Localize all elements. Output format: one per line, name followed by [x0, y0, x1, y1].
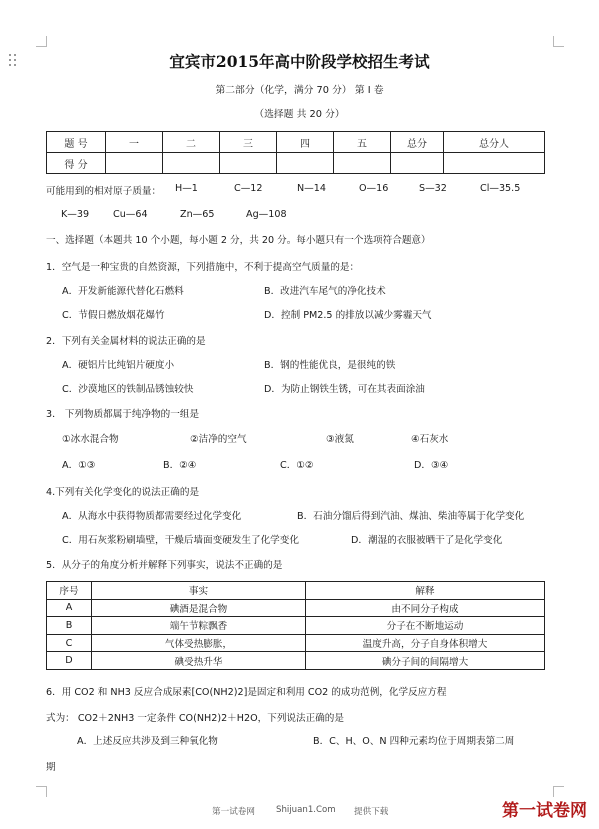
table-header-cell: 解释 — [306, 582, 545, 600]
question-4-option-c: C．用石灰浆粉刷墙壁，干燥后墙面变硬发生了化学变化 — [62, 535, 299, 546]
atomic-mass-cu: Cu—64 — [113, 209, 148, 220]
question-1-stem: 1．空气是一种宝贵的自然资源，下列措施中，不利于提高空气质量的是： — [46, 262, 360, 273]
score-cell[interactable] — [106, 153, 163, 174]
table-cell: 气体受热膨胀， — [92, 634, 306, 652]
score-header-cell: 五 — [334, 132, 391, 153]
atomic-mass-n: N—14 — [297, 183, 326, 194]
table-cell: 分子在不断地运动 — [306, 617, 545, 635]
question-4-option-a: A．从海水中获得物质都需要经过化学变化 — [62, 511, 242, 522]
section-instructions: 一、选择题（本题共 10 个小题，每小题 2 分，共 20 分。每小题只有一个选项符合题意） — [46, 235, 431, 246]
question-2-option-d: D．为防止钢铁生锈，可在其表面涂油 — [264, 384, 425, 395]
table-header-cell: 序号 — [47, 582, 92, 600]
crop-mark-top-right — [553, 36, 564, 47]
question-3-stem: 3． 下列物质都属于纯净物的一组是 — [46, 409, 200, 420]
section-heading: （选择题 共 20 分） — [254, 109, 345, 120]
score-cell[interactable] — [163, 153, 220, 174]
table-header-cell: 事实 — [92, 582, 306, 600]
question-2-option-a: A．硬铝片比纯铝片硬度小 — [62, 360, 175, 371]
table-cell: B — [47, 617, 92, 635]
question-3-item-2: ②洁净的空气 — [190, 434, 247, 445]
document-title: 宜宾市2015年高中阶段学校招生考试 — [169, 52, 430, 71]
atomic-mass-h: H—1 — [175, 183, 198, 194]
question-3-option-a: A．①③ — [62, 460, 96, 471]
question-4-option-b: B．石油分馏后得到汽油、煤油、柴油等属于化学变化 — [297, 511, 525, 522]
question-1-option-d: D．控制 PM2.5 的排放以减少雾霾天气 — [264, 310, 432, 321]
question-1-option-b: B．改进汽车尾气的净化技术 — [264, 286, 386, 297]
question-1-option-c: C．节假日燃放烟花爆竹 — [62, 310, 165, 321]
table-row — [47, 634, 545, 652]
table-cell: 端午节粽飘香 — [92, 617, 306, 635]
atomic-mass-cl: Cl—35.5 — [480, 183, 521, 194]
table-cell: 温度升高，分子自身体积增大 — [306, 634, 545, 652]
table-cell: D — [47, 652, 92, 670]
table-cell: 碘分子间的间隔增大 — [306, 652, 545, 670]
question-6-option-b: B．C、H、O、N 四种元素均位于周期表第二周 — [313, 736, 515, 747]
score-table-score-row — [47, 153, 545, 174]
atomic-mass-s: S—32 — [419, 183, 447, 194]
score-table-header-row — [47, 132, 545, 153]
question-2-option-b: B．钢的性能优良，是很纯的铁 — [264, 360, 396, 371]
atomic-mass-o: O—16 — [359, 183, 389, 194]
score-header-cell: 二 — [163, 132, 220, 153]
table-row — [47, 652, 545, 670]
score-cell[interactable] — [220, 153, 277, 174]
table-row — [47, 617, 545, 635]
atomic-mass-zn: Zn—65 — [180, 209, 215, 220]
footer-site-url[interactable]: Shijuan1.Com — [276, 805, 336, 815]
table-cell: C — [47, 634, 92, 652]
question-3-item-4: ④石灰水 — [411, 434, 449, 445]
question-6-option-a: A．上述反应共涉及到三种氧化物 — [77, 736, 218, 747]
table-cell: 碘受热升华 — [92, 652, 306, 670]
part-heading: 第二部分（化学，满分 70 分） 第 I 卷 — [215, 85, 384, 96]
question-5-table — [46, 581, 545, 670]
footer-site-name: 第一试卷网 — [212, 807, 255, 817]
table-cell: 由不同分子构成 — [306, 599, 545, 617]
crop-mark-bottom-left — [36, 786, 47, 797]
score-cell[interactable] — [334, 153, 391, 174]
atomic-mass-c: C—12 — [234, 183, 263, 194]
crop-mark-top-left — [36, 36, 47, 47]
atomic-mass-ag: Ag—108 — [246, 209, 287, 220]
footer-download-text: 提供下载 — [354, 807, 389, 817]
question-4-stem: 4.下列有关化学变化的说法正确的是 — [46, 487, 200, 498]
table-cell: 碘酒是混合物 — [92, 599, 306, 617]
score-row-label: 得 分 — [47, 153, 106, 174]
score-header-cell: 总分 — [391, 132, 444, 153]
score-header-cell: 三 — [220, 132, 277, 153]
question-2-stem: 2．下列有关金属材料的说法正确的是 — [46, 336, 206, 347]
score-cell[interactable] — [277, 153, 334, 174]
question-3-option-b: B．②④ — [163, 460, 197, 471]
score-header-cell: 题 号 — [47, 132, 106, 153]
score-table — [46, 131, 545, 174]
table-cell: A — [47, 599, 92, 617]
score-header-cell: 总分人 — [444, 132, 545, 153]
question-3-item-3: ③液氮 — [326, 434, 354, 445]
question-3-option-c: C．①② — [280, 460, 314, 471]
question-2-option-c: C．沙漠地区的铁制品锈蚀较快 — [62, 384, 194, 395]
question-3-option-d: D．③④ — [414, 460, 449, 471]
score-header-cell: 四 — [277, 132, 334, 153]
question-1-option-a: A．开发新能源代替化石燃料 — [62, 286, 184, 297]
watermark-logo: 第一试卷网 — [502, 801, 587, 821]
atomic-mass-intro: 可能用到的相对原子质量： — [46, 186, 162, 197]
score-header-cell: 一 — [106, 132, 163, 153]
question-5-stem: 5．从分子的角度分析并解释下列事实，说法不正确的是 — [46, 560, 283, 571]
score-cell[interactable] — [391, 153, 444, 174]
score-cell[interactable] — [444, 153, 545, 174]
question-3-item-1: ①冰水混合物 — [62, 434, 119, 445]
question-6-stem-line-2: 式为： CO2＋2NH3 一定条件 CO(NH2)2＋H2O，下列说法正确的是 — [46, 713, 344, 724]
question-6-option-b-continued: 期 — [46, 762, 56, 773]
atomic-mass-k: K—39 — [61, 209, 90, 220]
question-6-stem-line-1: 6．用 CO2 和 NH3 反应合成尿素[CO(NH2)2]是固定和利用 CO2 的成功范例，化学反应方程 — [46, 687, 447, 698]
question-5-table-header — [47, 582, 545, 600]
question-4-option-d: D．潮湿的衣服被晒干了是化学变化 — [351, 535, 503, 546]
table-row — [47, 599, 545, 617]
